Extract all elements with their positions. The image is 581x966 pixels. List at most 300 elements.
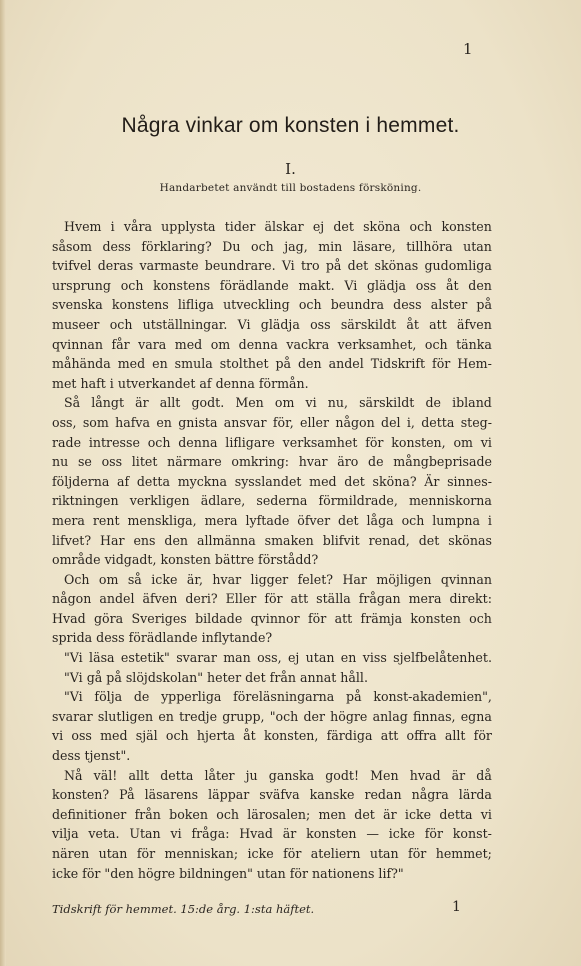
word: utan [369, 846, 399, 861]
word: att [380, 728, 399, 744]
word: ypperliga [161, 689, 222, 705]
word: som [82, 414, 109, 430]
word: definitioner [52, 806, 127, 822]
word: kanske [309, 787, 355, 803]
word: för [365, 434, 384, 450]
word: svarar [176, 650, 217, 666]
word: andel [328, 356, 364, 372]
text-line [52, 570, 492, 590]
text-line [52, 726, 492, 746]
word: omkring: [231, 454, 290, 470]
word: Så [64, 395, 81, 411]
word: Vi [281, 258, 295, 274]
word: en [152, 356, 168, 372]
word: utveckling [223, 297, 290, 313]
footer-journal-line: Tidskrift för hemmet. 15:de årg. 1:sta häftet. [52, 902, 315, 916]
word: grupp, [222, 708, 265, 724]
word: konsten, [391, 434, 446, 450]
word: verksamhet, [337, 336, 417, 352]
word: Men [370, 767, 399, 783]
word: denna [238, 336, 278, 352]
word: och [298, 297, 322, 313]
word: redan [364, 787, 402, 803]
word: i [487, 512, 492, 528]
word: själ [135, 728, 158, 744]
text-line [52, 433, 492, 453]
word: utan [305, 650, 335, 666]
word: Hem- [457, 356, 492, 372]
word: gudomliga [424, 258, 492, 274]
word: Men [235, 395, 264, 411]
word: detta [439, 806, 473, 822]
word: "Vi [64, 650, 83, 666]
word: föreläsningarna [233, 689, 335, 705]
word: — [366, 826, 379, 842]
word: förklaring? [141, 238, 212, 254]
word: konstens [111, 297, 169, 313]
word: jag, [284, 238, 308, 254]
word: vi [305, 395, 317, 411]
word: förmildrade, [318, 493, 398, 509]
word: konsten [410, 610, 461, 626]
word: riktningen [52, 493, 119, 509]
word: de [368, 454, 384, 470]
word: tillhöra [406, 238, 453, 254]
text-line: sprida dess förädlande inflytande? [52, 630, 273, 646]
word: tro [300, 258, 320, 274]
word: äfven [457, 316, 492, 332]
word: qvinnan [440, 571, 492, 587]
word: verkligen [129, 493, 190, 509]
word: de [425, 395, 441, 411]
word: åt [243, 728, 256, 744]
word: Utan [129, 826, 161, 842]
text-line [52, 491, 492, 511]
word: ligger [250, 571, 289, 587]
word: Tidskrift [370, 356, 426, 372]
text-line [52, 824, 492, 844]
word: allt [128, 767, 150, 783]
word: konst- [452, 826, 492, 842]
word: för [283, 846, 302, 861]
text-line [52, 413, 492, 433]
word: konsten, [263, 728, 319, 744]
word: får [111, 336, 130, 352]
word: detta [421, 414, 455, 430]
word: långt [91, 395, 125, 411]
word: det [354, 806, 375, 822]
word: museer [52, 316, 100, 332]
word: icke [388, 826, 415, 842]
word: det [347, 258, 369, 274]
word: för [408, 846, 427, 861]
word: oss [415, 277, 437, 293]
text-line [52, 648, 492, 668]
word: steg- [460, 414, 492, 430]
word: rent [92, 512, 120, 528]
word: äfven [142, 591, 178, 607]
word: godt! [325, 767, 360, 783]
word: hvar [298, 454, 328, 470]
word: tider [224, 219, 256, 234]
word: renad, [368, 532, 410, 548]
word: läsa [89, 650, 115, 666]
word: och [120, 277, 144, 293]
word: verksamhet [282, 434, 358, 450]
word: Vi [237, 316, 251, 332]
word: ibland [452, 395, 492, 411]
word: nu, [327, 395, 348, 411]
word: Du [222, 238, 241, 254]
word: en [158, 708, 174, 724]
word: alster [430, 297, 468, 313]
text-line [52, 256, 492, 276]
text-line: dess tjenst". [52, 748, 131, 764]
word: konsten [441, 219, 492, 234]
word: med [309, 473, 337, 489]
word: glädja [366, 277, 407, 293]
word: allmänna [196, 532, 256, 548]
word: ens [133, 532, 156, 548]
word: viss [362, 650, 387, 666]
word: och [147, 434, 171, 450]
word: ställa [316, 591, 351, 607]
word: Är [424, 473, 440, 489]
word: svarar [52, 708, 93, 724]
word: icke [404, 806, 432, 822]
word: myckna [177, 473, 228, 489]
word: för [264, 591, 283, 607]
word: för [432, 356, 451, 372]
word: närmare [167, 454, 222, 470]
text-line [52, 805, 492, 825]
section-subtitle: Handarbetet användt till bostadens försköning. [159, 182, 422, 194]
word: öfver [297, 512, 331, 528]
text-line [52, 354, 492, 374]
word: Och [64, 571, 90, 587]
word: våra [123, 219, 152, 234]
word: anlag [372, 708, 408, 724]
word: deri? [185, 591, 218, 607]
word: man [223, 650, 251, 666]
word: konsten [306, 826, 357, 842]
text-line: område vidgadt, konsten bättre förstådd? [52, 552, 319, 568]
word: en [340, 650, 357, 666]
word: på [476, 297, 492, 313]
word: och [216, 806, 240, 822]
word: egna [460, 708, 492, 724]
word: lyftade [245, 512, 290, 528]
text-line [52, 844, 492, 864]
word: estetik" [120, 650, 170, 666]
word: dess [393, 297, 422, 313]
word: Hvad [239, 826, 273, 842]
word: oss [310, 316, 331, 332]
body-text [52, 217, 492, 883]
word: offra [406, 728, 437, 744]
word: konsten? [52, 787, 110, 803]
word: hemmet; [435, 846, 492, 861]
word: tredje [179, 708, 218, 724]
word: är [383, 806, 397, 822]
word: vilja [52, 826, 79, 842]
word: vi [480, 434, 492, 450]
word: lifliga [177, 297, 214, 313]
text-line [52, 687, 492, 707]
word: beundra [330, 297, 385, 313]
word: se [77, 454, 92, 470]
word: ganska [268, 767, 315, 783]
word: nu [52, 454, 69, 470]
word: ju [245, 767, 258, 783]
word: dess [102, 238, 131, 254]
text-line [52, 295, 492, 315]
word: sväfva [259, 787, 300, 803]
text-line [52, 452, 492, 472]
word: då [476, 767, 492, 783]
word: slutligen [97, 708, 154, 724]
word: mera [204, 512, 238, 528]
word: Hvad [52, 610, 86, 626]
word: såsom [52, 238, 92, 254]
text-line: icke för "den högre bildningen" utan för nationens lif?" [52, 865, 404, 881]
word: finnas, [412, 708, 456, 724]
word: lifvet? [52, 532, 92, 548]
word: Sveriges [131, 610, 187, 626]
word: den [298, 356, 322, 372]
word: från [134, 806, 161, 822]
word: vi [52, 728, 64, 744]
word: godt. [191, 395, 225, 411]
word: ej [287, 650, 300, 666]
word: ädlare, [200, 493, 246, 509]
word: svenska [52, 297, 103, 313]
text-line [52, 511, 492, 531]
word: sysslandet [234, 473, 302, 489]
text-line [52, 393, 492, 413]
word: sinnes- [447, 473, 492, 489]
word: allt [444, 728, 466, 744]
word: beundrare. [204, 258, 276, 274]
word: Vi [344, 277, 358, 293]
word: På [119, 787, 135, 803]
text-line [52, 217, 492, 237]
word: denna [178, 434, 218, 450]
word: men [318, 806, 347, 822]
word: sköna? [372, 473, 417, 489]
text-line [52, 276, 492, 296]
page-spine [0, 0, 6, 966]
word: läsare, [352, 238, 396, 254]
word: är, [186, 571, 203, 587]
text-line [52, 589, 492, 609]
word: qvinnor [250, 610, 300, 626]
word: följderna [52, 473, 110, 489]
word: att [290, 591, 309, 607]
word: särskildt [340, 316, 397, 332]
word: fråga: [191, 826, 230, 842]
word: skönas [448, 532, 492, 548]
text-line [52, 707, 492, 727]
word: "och [269, 708, 299, 724]
word: icke [151, 571, 178, 587]
word: menniskorna [408, 493, 492, 509]
word: på [325, 258, 342, 274]
word: följa [94, 689, 123, 705]
text-line [52, 237, 492, 257]
word: nären [52, 846, 90, 861]
word: Har [100, 532, 125, 548]
word: af [117, 473, 130, 489]
word: på [346, 689, 362, 705]
page-title: Några vinkar om konsten i hemmet. [121, 114, 460, 137]
text-line [52, 472, 492, 492]
word: läppar [208, 787, 250, 803]
section-number: I. [285, 160, 296, 178]
word: högre [330, 708, 368, 724]
word: om [98, 571, 119, 587]
word: allt [159, 395, 181, 411]
word: hjerta [196, 728, 235, 744]
word: på [275, 356, 292, 372]
footer-signature-mark: 1 [452, 899, 461, 915]
word: att [334, 610, 353, 626]
word: sjelfbelåtenhet. [393, 650, 492, 666]
word: utan [98, 846, 128, 861]
word: ateliern [310, 846, 361, 861]
word: konst-akademien", [373, 689, 492, 705]
word: det [338, 512, 359, 528]
word: åt [446, 277, 459, 293]
word: boken [169, 806, 208, 822]
word: lärda [458, 787, 492, 803]
word: eller [300, 414, 330, 430]
word: ej [312, 219, 325, 234]
text-line [52, 531, 492, 551]
word: lärosalen; [247, 806, 311, 822]
page-number: 1 [463, 40, 473, 58]
word: för [424, 826, 443, 842]
word: del [381, 414, 401, 430]
word: någon [52, 591, 92, 607]
word: så [127, 571, 142, 587]
word: menskliga, [127, 512, 197, 528]
word: i, [406, 414, 415, 430]
word: oss, [257, 650, 282, 666]
word: smula [174, 356, 213, 372]
word: qvinnan [52, 336, 104, 352]
word: menniskan; [164, 846, 239, 861]
word: detta [160, 767, 194, 783]
text-line: "Vi gå på slöjdskolan" heter det från annat håll. [64, 669, 368, 685]
word: stolthet [219, 356, 269, 372]
word: måhända [52, 356, 111, 372]
word: oss, [52, 414, 77, 430]
word: sederna [256, 493, 308, 509]
word: skönas [374, 258, 419, 274]
word: lifligare [225, 434, 275, 450]
word: ursprung [52, 277, 111, 293]
word: om [210, 336, 231, 352]
word: veta. [88, 826, 120, 842]
word: och [165, 728, 189, 744]
word: särskildt [359, 395, 415, 411]
word: och [250, 238, 274, 254]
word: med [174, 336, 203, 352]
word: att [429, 316, 447, 332]
word: oss [71, 728, 92, 744]
word: färdiga [326, 728, 373, 744]
word: rade [52, 434, 82, 450]
word: för [136, 846, 156, 861]
word: det [418, 532, 440, 548]
word: sköna [363, 219, 401, 234]
word: gnista [178, 414, 218, 430]
word: felet? [297, 571, 334, 587]
word: blifvit [322, 532, 360, 548]
word: någon [335, 414, 375, 430]
word: frågan [358, 591, 401, 607]
word: om [274, 395, 295, 411]
word: upplysta [161, 219, 216, 234]
word: varmaste [139, 258, 199, 274]
word: vackra [286, 336, 330, 352]
word: väl! [93, 767, 118, 783]
word: smaken [264, 532, 314, 548]
word: glädja [260, 316, 300, 332]
word: bildade [195, 610, 243, 626]
text-line [52, 335, 492, 355]
word: hvad [409, 767, 441, 783]
word: de [133, 689, 150, 705]
word: oss [101, 454, 123, 470]
word: utan [463, 238, 492, 254]
word: göra [94, 610, 124, 626]
word: ansvar [223, 414, 267, 430]
word: mångbeprisade [393, 454, 492, 470]
word: Nå [64, 767, 83, 783]
text-line [52, 785, 492, 805]
word: lumpna [432, 512, 480, 528]
word: den [164, 532, 189, 548]
word: en [156, 414, 172, 430]
word: vi [170, 826, 182, 842]
word: litet [131, 454, 158, 470]
word: om [453, 434, 473, 450]
word: deras [97, 258, 134, 274]
word: makt. [298, 277, 335, 293]
word: der [303, 708, 325, 724]
word: "Vi [64, 689, 83, 705]
word: mera [408, 591, 442, 607]
word: möjligen [376, 571, 432, 587]
word: det [344, 473, 365, 489]
word: åt [406, 316, 419, 332]
word: konstens [153, 277, 211, 293]
word: några [411, 787, 449, 803]
word: och [401, 512, 425, 528]
text-line [52, 315, 492, 335]
word: och [424, 336, 448, 352]
word: låter [204, 767, 235, 783]
word: äro [337, 454, 359, 470]
word: den [468, 277, 492, 293]
word: för [307, 610, 327, 626]
word: vara [138, 336, 167, 352]
word: är [451, 767, 466, 783]
word: är [282, 826, 297, 842]
text-line [52, 609, 492, 629]
